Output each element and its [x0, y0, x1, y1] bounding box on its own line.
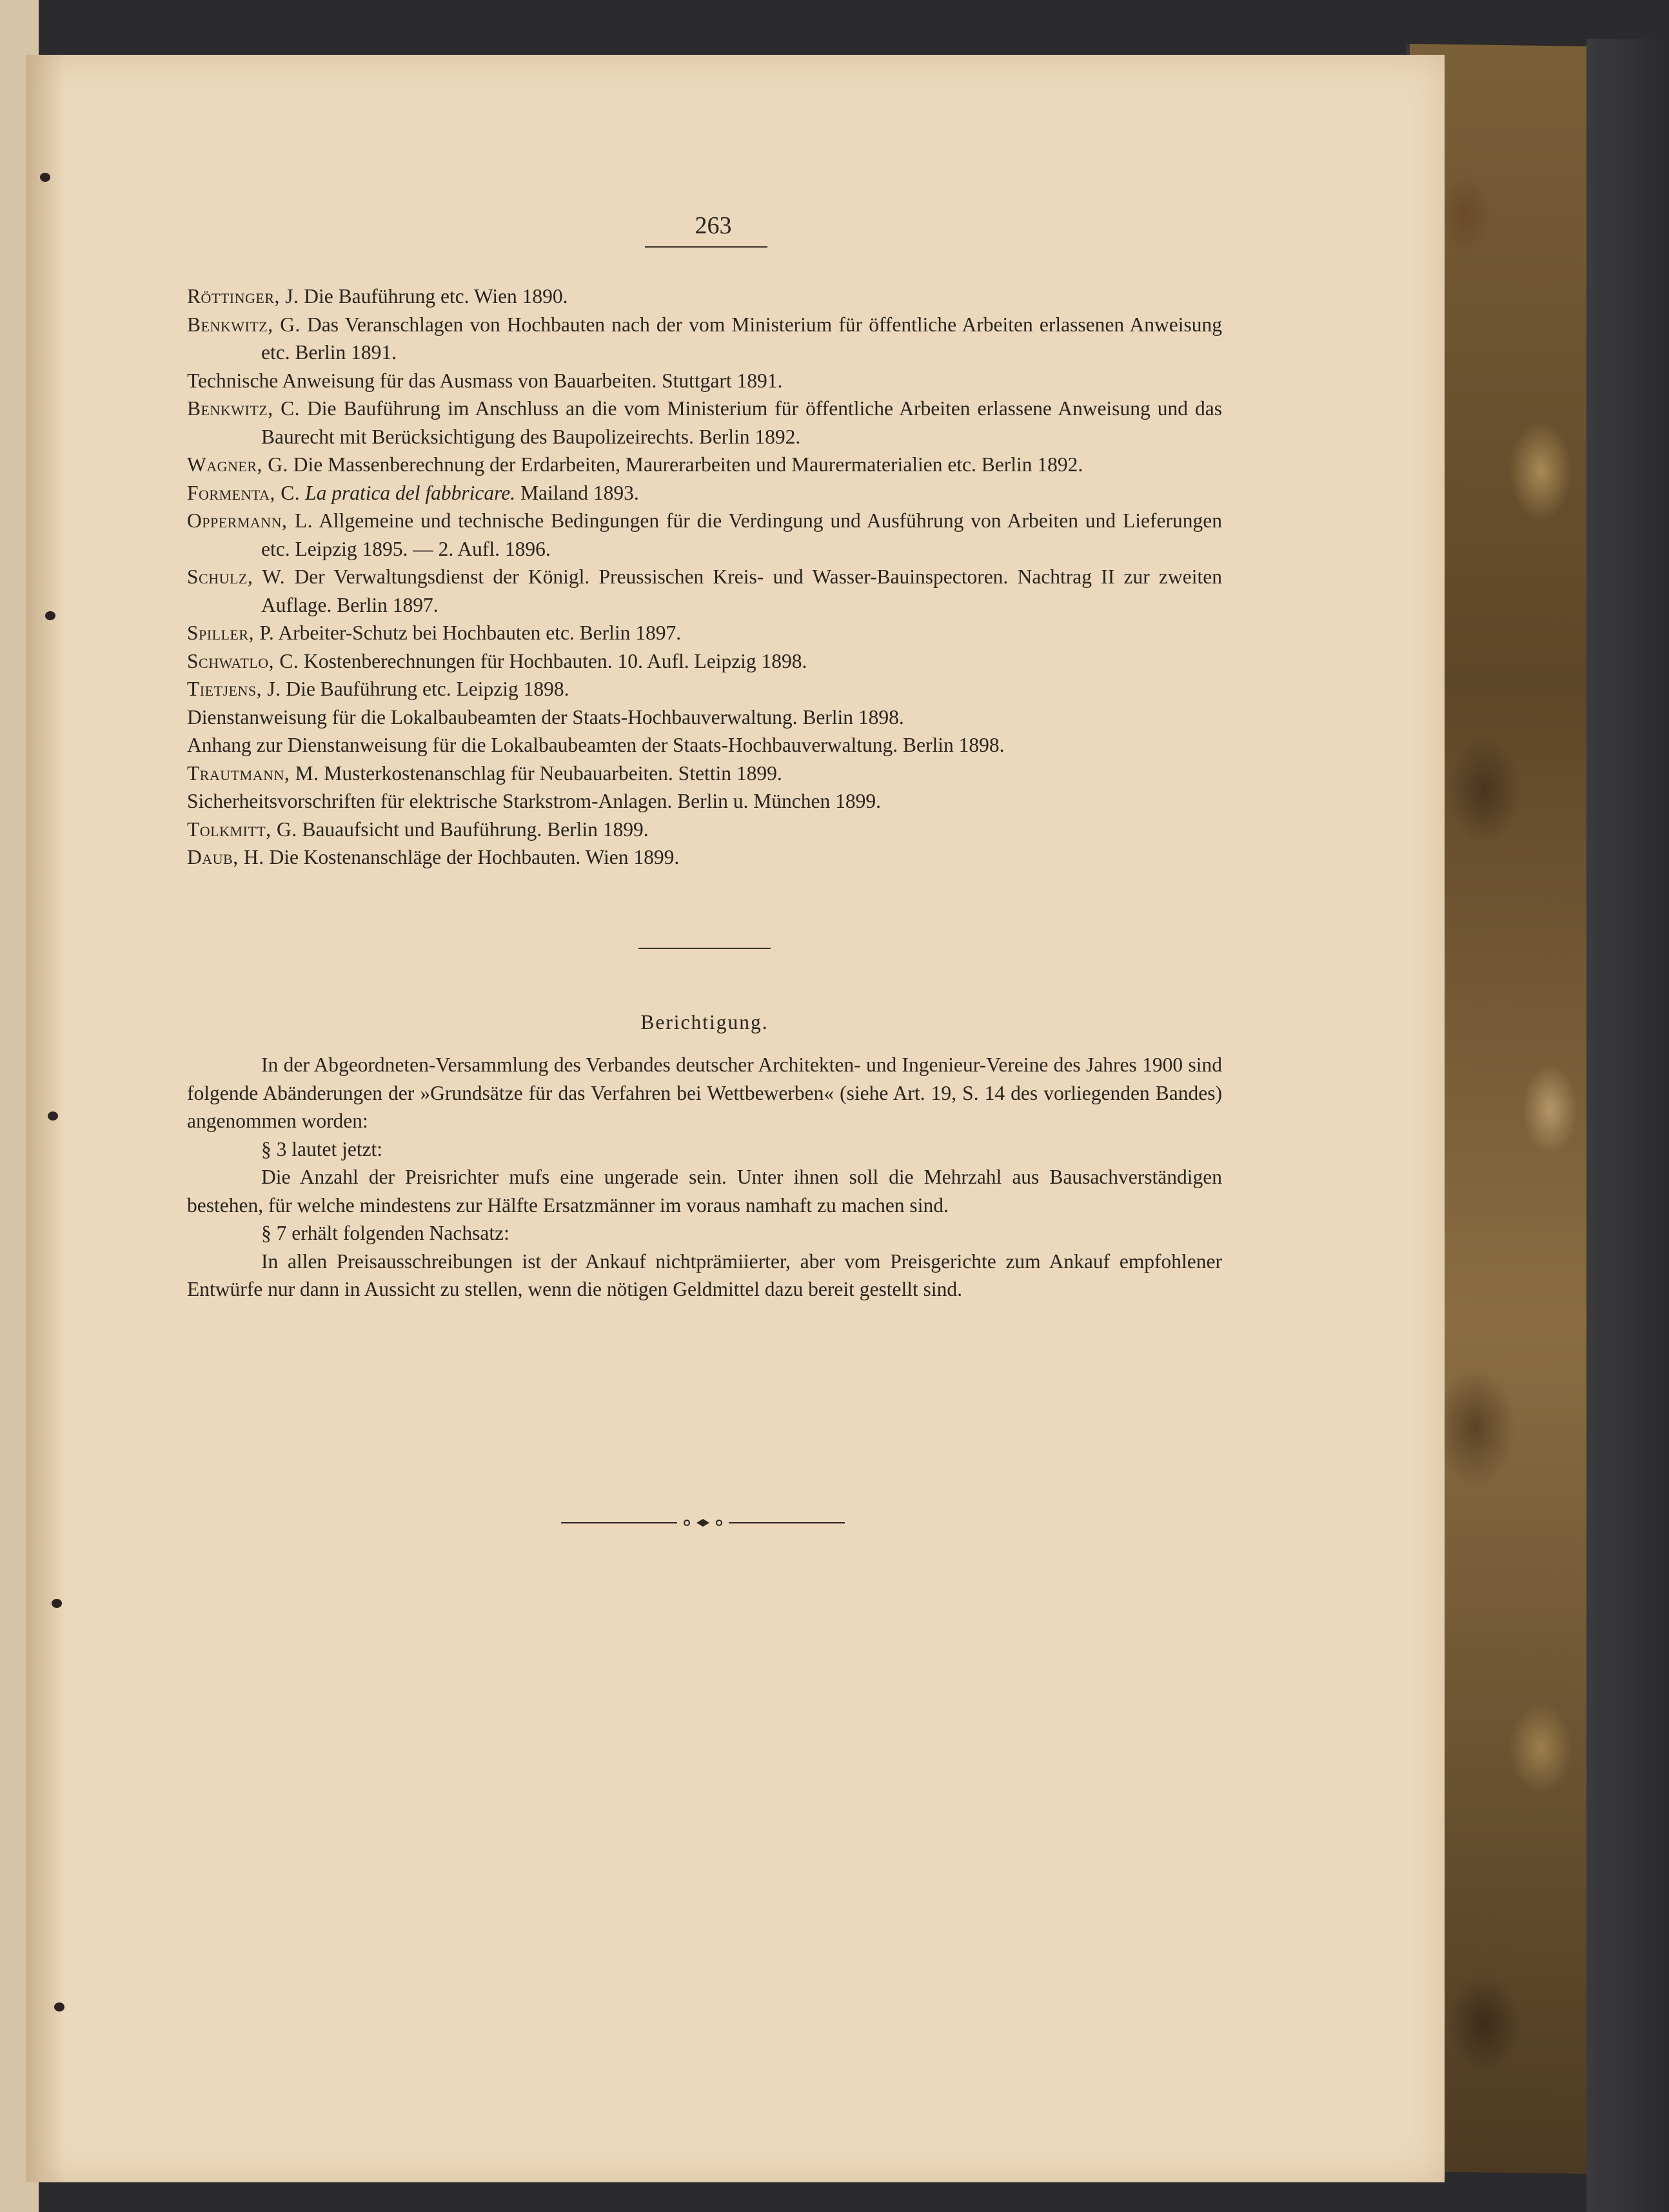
reference-entry: [187, 843, 1222, 872]
reference-author: Wagner, G.: [187, 453, 288, 476]
reference-author: Daub, H.: [187, 846, 264, 868]
reference-entry: [187, 759, 1222, 788]
reference-entry: [187, 479, 1222, 507]
correction-paragraph: In allen Preisausschreibungen ist der Ankauf nichtprämiierter, aber vom Preisgerichte zum Ankauf empfohlener Entwürfe nur dann in Aussicht zu stellen, wenn die nötigen Geldmittel dazu bereit gestellt sind.: [187, 1249, 1222, 1300]
page-number: 263: [695, 212, 732, 239]
correction-paragraph: § 3 lautet jetzt:: [261, 1137, 383, 1160]
reference-author: Röttinger, J.: [187, 285, 299, 308]
reference-entry: [187, 787, 1222, 816]
book-cover-edge: [1586, 39, 1669, 2212]
reference-text: Musterkostenanschlag für Neubauarbeiten. Stettin 1899.: [324, 761, 782, 785]
reference-author: Tietjens, J.: [187, 678, 281, 700]
correction-heading: Berichtigung.: [640, 1011, 769, 1033]
reference-text: Kostenberechnungen für Hochbauten. 10. Aufl. Leipzig 1898.: [304, 649, 807, 672]
binding-hole: [48, 1111, 58, 1121]
reference-entry: [187, 703, 1222, 732]
page-number-rule: [645, 246, 767, 248]
reference-text: Anhang zur Dienstanweisung für die Lokalbaubeamten der Staats-Hochbauverwaltung. Berlin 1898.: [187, 734, 1005, 756]
reference-text: Bauaufsicht und Bauführung. Berlin 1899.: [302, 817, 649, 841]
reference-text: Mailand 1893.: [520, 481, 639, 504]
reference-text: Die Bauführung etc. Leipzig 1898.: [286, 678, 569, 700]
reference-entry: [187, 311, 1222, 367]
section-divider: [638, 948, 771, 949]
reference-author: Schwatlo, C.: [187, 649, 299, 672]
reference-text: Dienstanweisung für die Lokalbaubeamten der Staats-Hochbauverwaltung. Berlin 1898.: [187, 705, 904, 729]
reference-text: Sicherheitsvorschriften für elektrische Starkstrom-Anlagen. Berlin u. München 1899.: [187, 790, 881, 812]
reference-text: Arbeiter-Schutz bei Hochbauten etc. Berlin 1897.: [278, 622, 682, 644]
reference-list: [187, 282, 1222, 872]
reference-text: Die Massenberechnung der Erdarbeiten, Maurerarbeiten und Maurermaterialien etc. Berlin 1892.: [293, 453, 1083, 476]
page-gutter: [26, 55, 64, 2182]
correction-paragraph: § 7 erhält folgenden Nachsatz:: [261, 1222, 509, 1244]
reference-entry: [187, 507, 1222, 563]
reference-author: Schulz, W.: [187, 565, 286, 588]
reference-text: Die Bauführung etc. Wien 1890.: [304, 285, 568, 308]
reference-entry: [187, 647, 1222, 676]
correction-body: [187, 1051, 1222, 1304]
reference-author: Tolkmitt, G.: [187, 817, 297, 841]
reference-entry: [187, 367, 1222, 395]
reference-author: Spiller, P.: [187, 622, 275, 644]
reference-text: Allgemeine und technische Bedingungen für die Verdingung und Ausführung von Arbeiten und Lieferungen etc. Leipzig 1895. — 2. Aufl. 1896.: [261, 509, 1222, 560]
reference-author: Benkwitz, C.: [187, 397, 300, 420]
binding-hole: [40, 173, 50, 182]
reference-text: Technische Anweisung für das Ausmass von Bauarbeiten. Stuttgart 1891.: [187, 369, 783, 392]
reference-text: Die Kostenanschläge der Hochbauten. Wien 1899.: [269, 846, 680, 868]
binding-hole: [45, 611, 55, 620]
binding-hole: [54, 2002, 64, 2011]
reference-entry: [187, 282, 1222, 311]
reference-author: Trautmann, M.: [187, 761, 319, 785]
reference-author: Formenta, C.: [187, 481, 301, 504]
reference-entry: [187, 731, 1222, 759]
reference-author: Benkwitz, G.: [187, 313, 301, 336]
end-ornament: [561, 1516, 845, 1529]
reference-entry: [187, 675, 1222, 703]
reference-entry: [187, 816, 1222, 844]
reference-text: Die Bauführung im Anschluss an die vom Ministerium für öffentliche Arbeiten erlassene Anweisung und das Baurecht mit Berücksichtigung des Baupolizeirechts. Berlin 1892.: [261, 397, 1223, 448]
reference-entry: [187, 619, 1222, 647]
reference-entry: [187, 395, 1222, 451]
binding-hole: [52, 1599, 62, 1608]
reference-author: Oppermann, L.: [187, 509, 313, 532]
reference-title: La pratica del fabbricare.: [305, 481, 516, 504]
reference-text: Der Verwaltungsdienst der Königl. Preussischen Kreis- und Wasser-Bauinspectoren. Nachtrag II zur zweiten Auflage. Berlin 1897.: [261, 565, 1222, 616]
correction-paragraph: In der Abgeordneten-Versammlung des Verbandes deutscher Architekten- und Ingenieur-Vereine des Jahres 1900 sind folgende Abänderungen der »Grundsätze für das Verfahren bei Wettbewerben« (siehe Art. 19, S. 14 des vorliegenden Bandes) angenommen worden:: [187, 1053, 1222, 1132]
reference-text: Das Veranschlagen von Hochbauten nach der vom Ministerium für öffentliche Arbeiten erlassenen Anweisung etc. Berlin 1891.: [261, 313, 1222, 364]
reference-entry: [187, 563, 1222, 619]
reference-entry: [187, 451, 1222, 479]
correction-paragraph: Die Anzahl der Preisrichter mufs eine ungerade sein. Unter ihnen soll die Mehrzahl aus Bausachverständigen bestehen, für welche mindestens zur Hälfte Ersatzmänner im voraus namhaft zu machen sind.: [187, 1166, 1222, 1217]
